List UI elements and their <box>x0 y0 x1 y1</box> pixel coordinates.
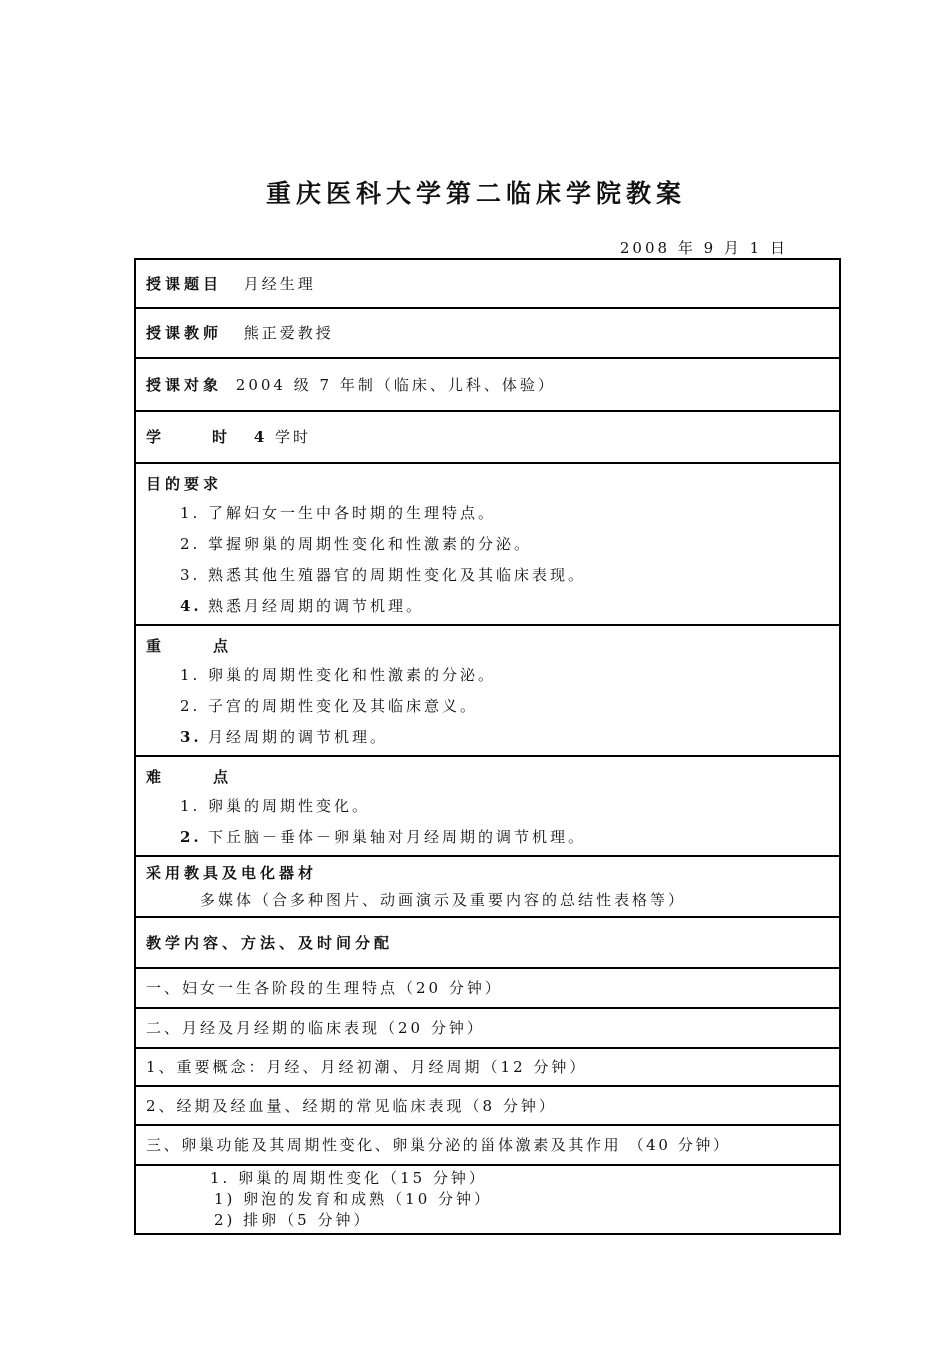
topic-value: 月经生理 <box>243 274 316 293</box>
equipment-heading: 采用教具及电化器材 <box>146 864 318 882</box>
list-item: 3. 熟悉其他生殖器官的周期性变化及其临床表现。 <box>180 566 587 584</box>
outline-section-1: 一、妇女一生各阶段的生理特点（20 分钟） <box>135 968 840 1008</box>
table-row <box>135 1165 840 1234</box>
list-item: 1. 卵巢的周期性变化和性激素的分泌。 <box>180 666 497 684</box>
table-row <box>135 308 840 358</box>
table-row <box>135 463 840 625</box>
table-row <box>135 968 840 1008</box>
table-row <box>135 756 840 856</box>
outline-section-3: 三、卵巢功能及其周期性变化、卵巢分泌的甾体激素及其作用 （40 分钟） <box>135 1125 840 1165</box>
outline-section-2: 二、月经及月经期的临床表现（20 分钟） <box>135 1008 840 1048</box>
list-item: 4. 熟悉月经周期的调节机理。 <box>180 597 425 615</box>
document-date: 2008 年 9 月 1 日 <box>619 239 788 257</box>
lesson-plan-table <box>134 258 841 1235</box>
list-item: 1. 卵巢的周期性变化。 <box>180 797 371 815</box>
table-row <box>135 625 840 756</box>
teacher-label: 授课教师 <box>146 324 223 342</box>
outline-section-3-1: 1. 卵巢的周期性变化（15 分钟） <box>210 1169 487 1187</box>
key-points-heading-b: 点 <box>213 637 233 655</box>
topic-label: 授课题目 <box>146 274 223 293</box>
objectives-heading: 目的要求 <box>146 475 223 493</box>
list-item: 2. 掌握卵巢的周期性变化和性激素的分泌。 <box>180 535 533 553</box>
content-heading: 教学内容、方法、及时间分配 <box>146 933 394 952</box>
list-item: 2. 子宫的周期性变化及其临床意义。 <box>180 697 479 715</box>
equipment-text: 多媒体（合多种图片、动画演示及重要内容的总结性表格等） <box>200 891 687 909</box>
list-item: 3. 月经周期的调节机理。 <box>180 728 389 746</box>
key-points-heading-a: 重 <box>146 637 166 655</box>
list-item: 1. 了解妇女一生中各时期的生理特点。 <box>180 504 497 522</box>
outline-section-2-1: 1、重要概念：月经、月经初潮、月经周期（12 分钟） <box>135 1048 840 1086</box>
table-row <box>135 1125 840 1165</box>
table-row <box>135 1086 840 1125</box>
table-row <box>135 1048 840 1086</box>
table-row <box>135 917 840 968</box>
hours-value-number: 4 <box>253 428 268 446</box>
outline-section-3-1-1: 1) 卵泡的发育和成熟（10 分钟） <box>214 1190 493 1208</box>
table-row <box>135 259 840 308</box>
difficulties-heading-a: 难 <box>146 768 166 786</box>
difficulties-heading-b: 点 <box>213 768 233 786</box>
audience-label: 授课对象 <box>146 375 223 394</box>
outline-section-2-2: 2、经期及经血量、经期的常见临床表现（8 分钟） <box>135 1086 840 1125</box>
outline-section-3-1-2: 2) 排卵（5 分钟） <box>214 1211 372 1229</box>
table-row <box>135 1008 840 1048</box>
table-row <box>135 358 840 411</box>
hours-value-unit: 学时 <box>275 428 312 446</box>
document-title: 重庆医科大学第二临床学院教案 <box>265 179 686 208</box>
teacher-value: 熊正爱教授 <box>243 324 334 342</box>
audience-value: 2004 级 7 年制（临床、儿科、体验） <box>235 375 556 394</box>
table-row <box>135 411 840 463</box>
hours-label-b: 时 <box>212 428 231 446</box>
hours-label-a: 学 <box>146 428 165 446</box>
table-row <box>135 856 840 917</box>
list-item: 2. 下丘脑－垂体－卵巢轴对月经周期的调节机理。 <box>180 828 587 846</box>
